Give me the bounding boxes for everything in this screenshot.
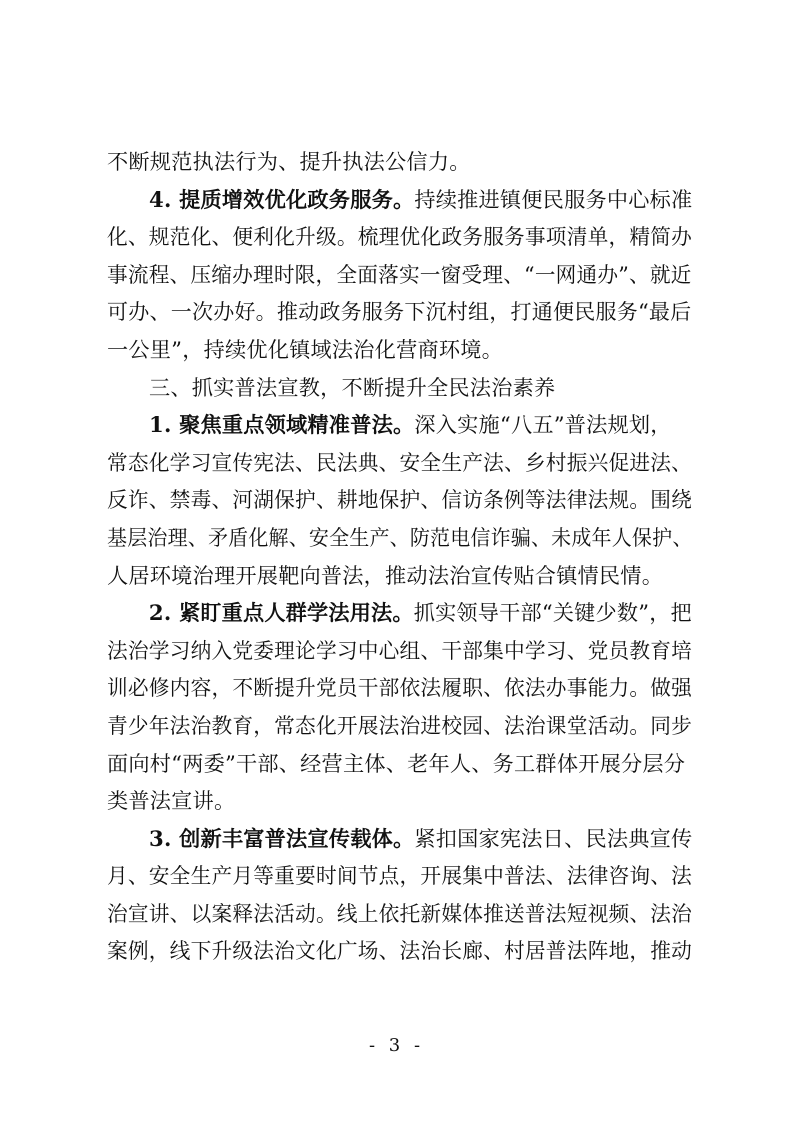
item-heading: 1. 聚焦重点领域精准普法。 bbox=[149, 412, 415, 438]
text-line: 常态化学习宣传宪法、民法典、安全生产法、乡村振兴促进法、 bbox=[107, 449, 693, 475]
text-line: 面向村“两委”干部、经营主体、老年人、务工群体开展分层分 bbox=[107, 750, 686, 776]
text-line: 治宣讲、以案释法活动。线上依托新媒体推送普法短视频、法治 bbox=[107, 900, 693, 926]
text-line: 类普法宣讲。 bbox=[107, 788, 236, 814]
text-line: 2. 紧盯重点人群学法用法。抓实领导干部“关键少数”，把 bbox=[148, 600, 692, 626]
text-line: 化、规范化、便利化升级。梳理优化政务服务事项清单，精简办 bbox=[107, 224, 693, 250]
text-line: 3. 创新丰富普法宣传载体。紧扣国家宪法日、民法典宣传 bbox=[149, 825, 693, 851]
text-line: 训必修内容，不断提升党员干部依法履职、依法办事能力。做强 bbox=[107, 675, 693, 701]
text-line: 可办、一次办好。推动政务服务下沉村组，打通便民服务“最后 bbox=[107, 299, 692, 325]
text-line: 事流程、压缩办理时限，全面落实一窗受理、“一网通办”、就近 bbox=[107, 261, 692, 287]
section-heading: 三、抓实普法宣教，不断提升全民法治素养 bbox=[149, 374, 556, 400]
item-heading: 3. 创新丰富普法宣传载体。 bbox=[149, 825, 415, 851]
body-text bbox=[107, 143, 692, 970]
text-line: 人居环境治理开展靶向普法，推动法治宣传贴合镇情民情。 bbox=[107, 562, 664, 588]
text-line: 基层治理、矛盾化解、安全生产、防范电信诈骗、未成年人保护、 bbox=[107, 524, 693, 550]
item-heading: 4. 提质增效优化政务服务。 bbox=[149, 186, 415, 212]
text-line: 不断规范执法行为、提升执法公信力。 bbox=[107, 149, 471, 174]
text-line: 青少年法治教育，常态化开展法治进校园、法治课堂活动。同步 bbox=[107, 712, 693, 738]
text-line: 4. 提质增效优化政务服务。持续推进镇便民服务中心标准 bbox=[149, 186, 693, 212]
item-heading: 2. 紧盯重点人群学法用法。 bbox=[148, 600, 414, 626]
text-line: 月、安全生产月等重要时间节点，开展集中普法、法律咨询、法 bbox=[107, 863, 693, 889]
text-line: 反诈、禁毒、河湖保护、耕地保护、信访条例等法律法规。围绕 bbox=[107, 487, 693, 513]
text-line: 1. 聚焦重点领域精准普法。深入实施“八五”普法规划， bbox=[149, 412, 672, 438]
text-line: 一公里”，持续优化镇域法治化营商环境。 bbox=[107, 336, 504, 362]
page-number: - 3 - bbox=[368, 1035, 425, 1056]
text-line: 案例，线下升级法治文化广场、法治长廊、村居普法阵地，推动 bbox=[107, 938, 693, 964]
text-line: 法治学习纳入党委理论学习中心组、干部集中学习、党员教育培 bbox=[107, 637, 693, 663]
